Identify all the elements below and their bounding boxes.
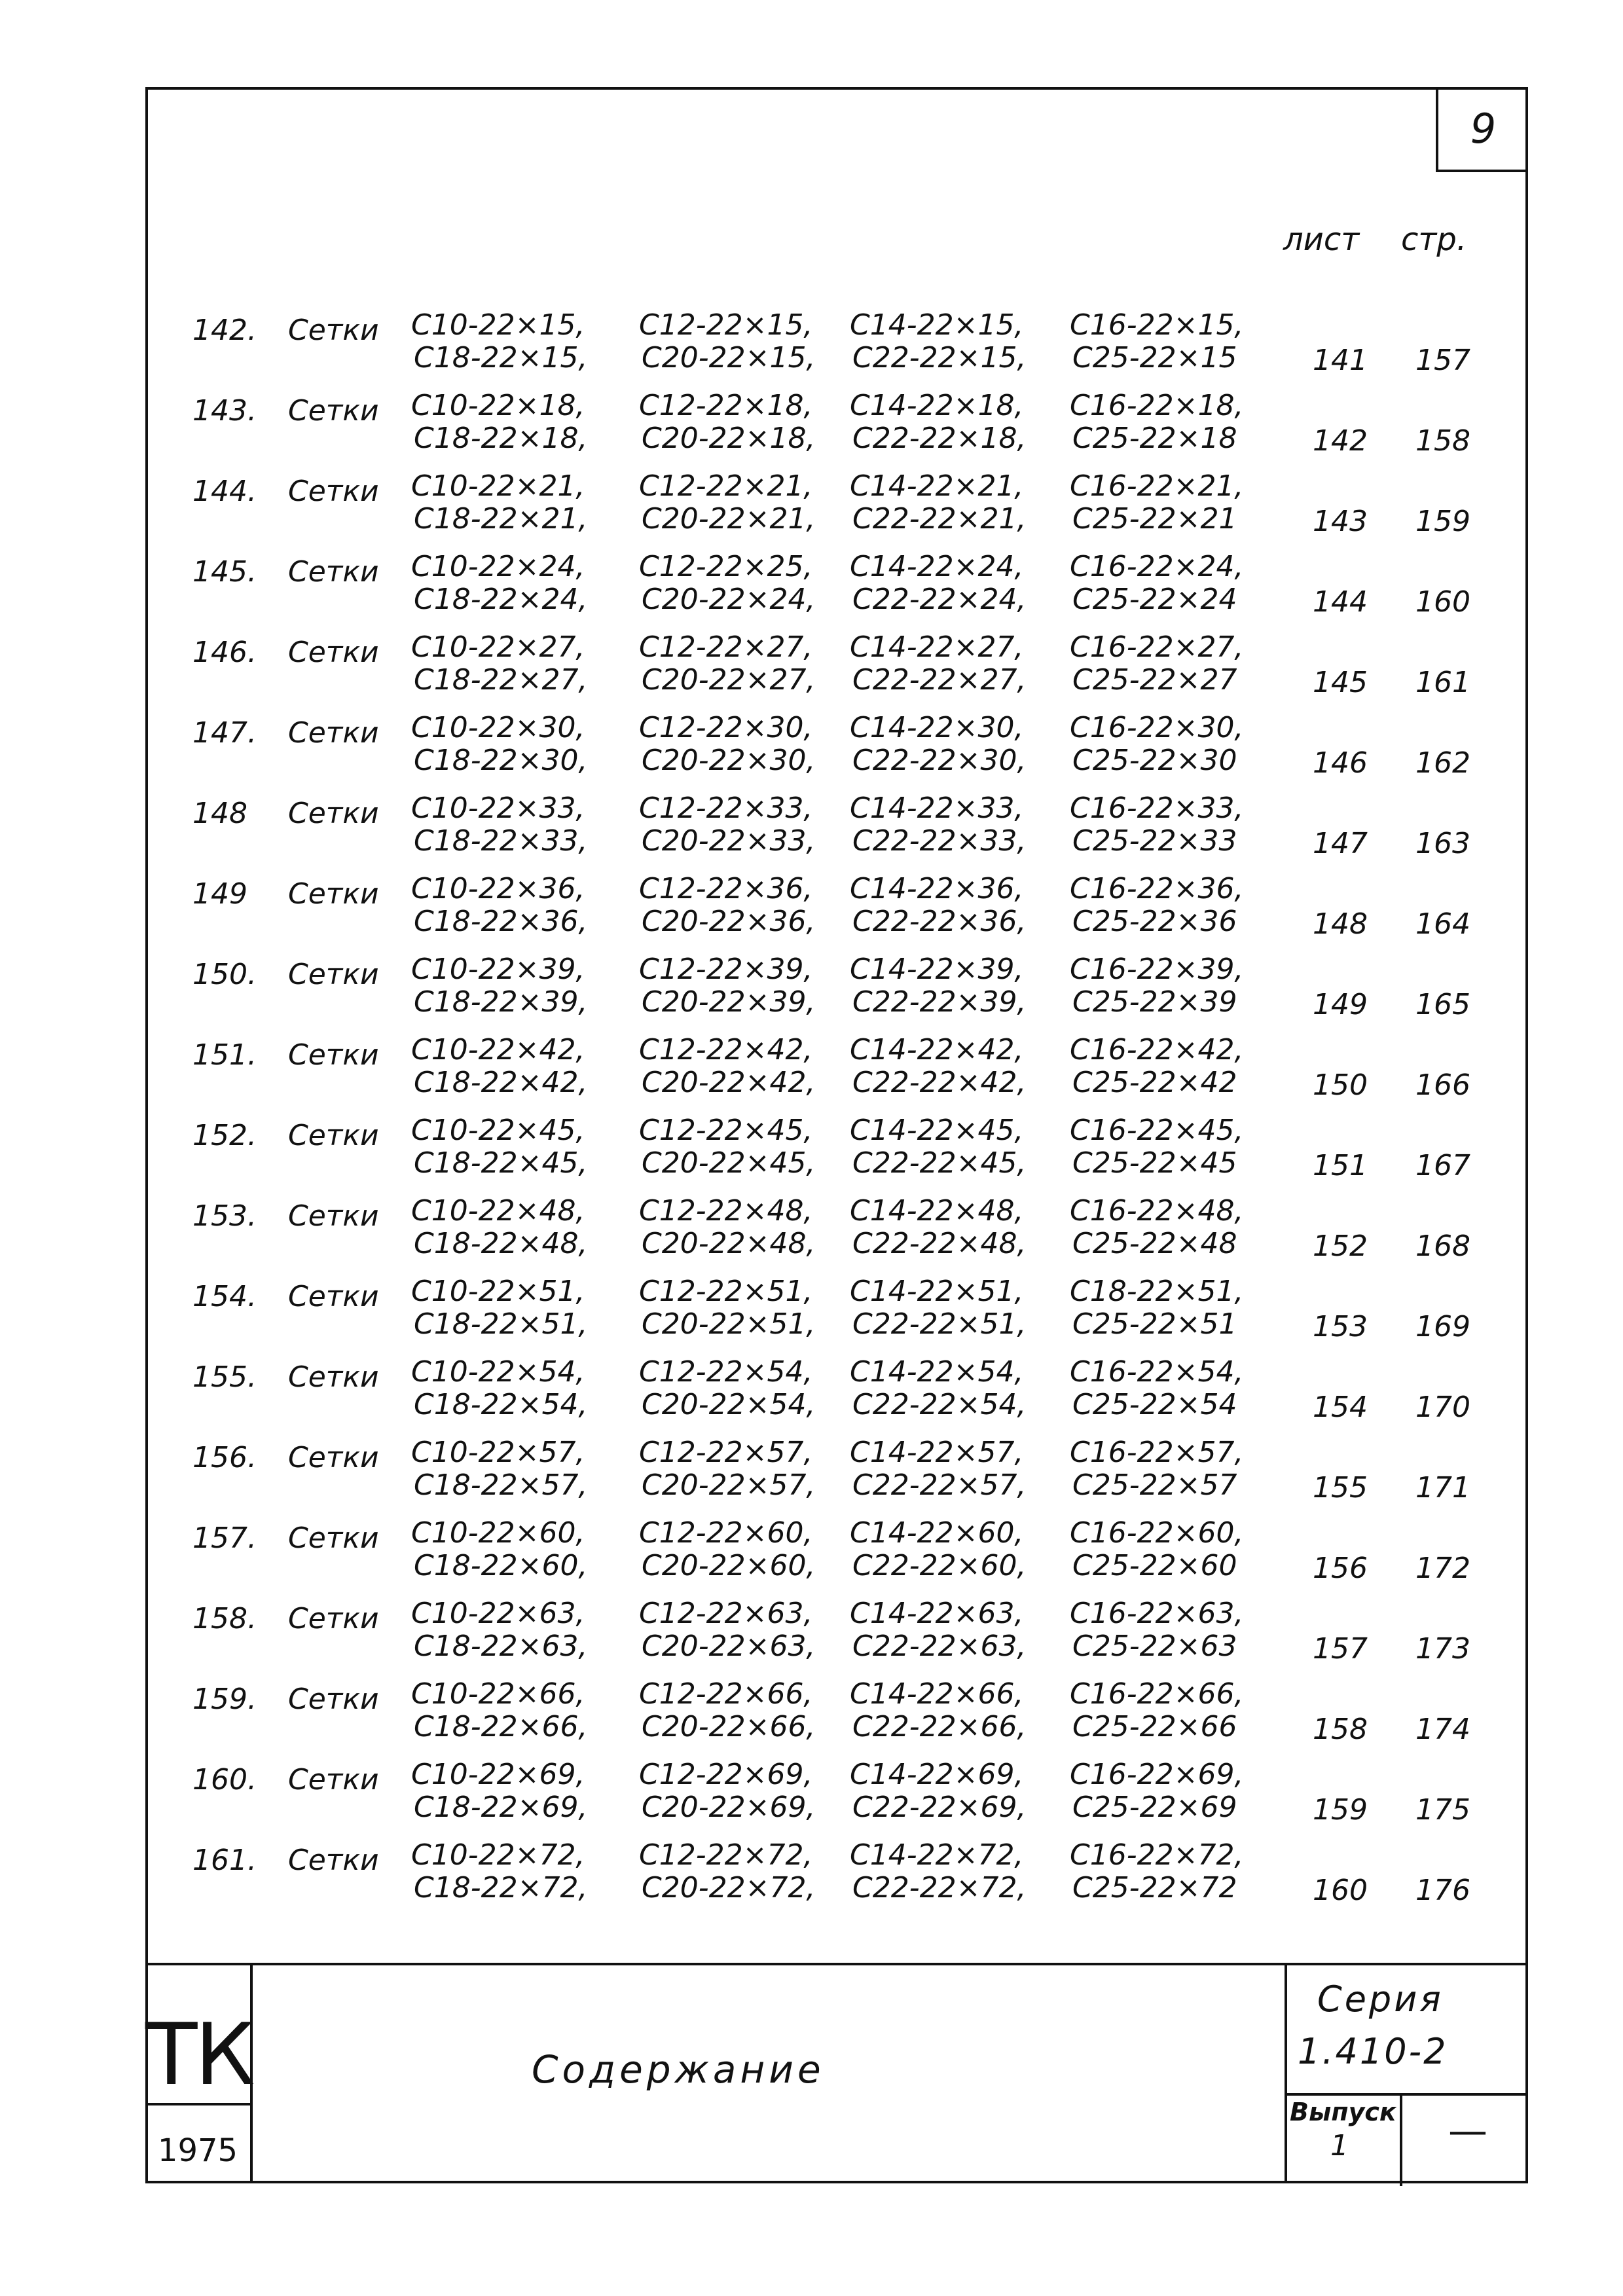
page-ref: 160 [1415, 585, 1470, 619]
page-ref: 159 [1415, 505, 1470, 538]
mesh-code: С10-22×27, [411, 630, 585, 664]
page-ref: 166 [1415, 1068, 1470, 1102]
mesh-code: С20-22×45, [642, 1146, 816, 1180]
mesh-code: С20-22×57, [642, 1468, 816, 1502]
contents-entry [145, 710, 1528, 791]
mesh-code: С10-22×72, [411, 1838, 585, 1872]
entry-label: Сетки [288, 1441, 379, 1474]
entry-number: 142. [192, 314, 257, 347]
mesh-code: С12-22×25, [639, 550, 813, 583]
page-ref: 157 [1415, 344, 1470, 377]
entry-number: 150. [192, 958, 257, 991]
entry-number: 148 [192, 797, 247, 830]
entry-number: 153. [192, 1199, 257, 1233]
mesh-code: С14-22×18, [850, 389, 1024, 422]
issue-value: 1 [1330, 2129, 1349, 2162]
series-label: Серия [1317, 1978, 1444, 2020]
contents-entry [145, 1194, 1528, 1274]
entry-label: Сетки [288, 716, 379, 750]
sheet-number: 149 [1313, 988, 1368, 1021]
contents-list [145, 308, 1528, 1918]
contents-entry [145, 1274, 1528, 1355]
mesh-code: С10-22×45, [411, 1114, 585, 1147]
page-ref: 161 [1415, 666, 1470, 699]
entry-label: Сетки [288, 1522, 379, 1555]
contents-entry [145, 1516, 1528, 1596]
mesh-code: С22-22×48, [852, 1227, 1027, 1260]
mesh-code: С20-22×54, [642, 1388, 816, 1421]
title-block [145, 1963, 1528, 2183]
mesh-code: С25-22×45 [1072, 1146, 1237, 1180]
contents-entry [145, 1677, 1528, 1757]
mesh-code: С18-22×36, [414, 905, 588, 938]
mesh-code: С18-22×21, [414, 502, 588, 536]
mesh-code: С12-22×42, [639, 1033, 813, 1066]
sheet-number: 145 [1313, 666, 1368, 699]
mesh-code: С18-22×63, [414, 1630, 588, 1663]
mesh-code: С10-22×42, [411, 1033, 585, 1066]
mesh-code: С16-22×66, [1070, 1677, 1244, 1711]
sheet-number: 142 [1313, 424, 1368, 458]
page-ref: 167 [1415, 1149, 1470, 1182]
page-ref: 172 [1415, 1552, 1470, 1585]
contents-entry [145, 549, 1528, 630]
contents-entry [145, 1757, 1528, 1838]
mesh-code: С25-22×15 [1072, 341, 1237, 374]
mesh-code: С14-22×42, [850, 1033, 1024, 1066]
entry-number: 152. [192, 1119, 257, 1152]
contents-entry [145, 469, 1528, 549]
mesh-code: С18-22×69, [414, 1791, 588, 1824]
mesh-code: С22-22×57, [852, 1468, 1027, 1502]
sheet-number: 159 [1313, 1793, 1368, 1827]
sheet-number: 158 [1313, 1713, 1368, 1746]
mesh-code: С18-22×54, [414, 1388, 588, 1421]
mesh-code: С16-22×27, [1070, 630, 1244, 664]
entry-label: Сетки [288, 314, 379, 347]
mesh-code: С14-22×27, [850, 630, 1024, 664]
title-block-divider [1400, 2093, 1402, 2186]
mesh-code: С16-22×60, [1070, 1516, 1244, 1550]
contents-entry [145, 871, 1528, 952]
page-ref: 163 [1415, 827, 1470, 860]
mesh-code: С12-22×72, [639, 1838, 813, 1872]
series-code: 1.410-2 [1298, 2031, 1448, 2072]
mesh-code: С18-22×57, [414, 1468, 588, 1502]
mesh-code: С10-22×24, [411, 550, 585, 583]
contents-entry [145, 388, 1528, 469]
mesh-code: С25-22×63 [1072, 1630, 1237, 1663]
mesh-code: С25-22×30 [1072, 744, 1237, 777]
sheet-number: 147 [1313, 827, 1368, 860]
mesh-code: С14-22×60, [850, 1516, 1024, 1550]
entry-label: Сетки [288, 475, 379, 508]
mesh-code: С10-22×36, [411, 872, 585, 905]
mesh-code: С14-22×63, [850, 1597, 1024, 1630]
mesh-code: С10-22×69, [411, 1758, 585, 1791]
mesh-code: С12-22×21, [639, 469, 813, 503]
sheet-number: 157 [1313, 1632, 1368, 1666]
mesh-code: С14-22×54, [850, 1355, 1024, 1389]
entry-number: 149 [192, 877, 247, 911]
sheet-number: 143 [1313, 505, 1368, 538]
mesh-code: С12-22×36, [639, 872, 813, 905]
entry-label: Сетки [288, 877, 379, 911]
mesh-code: С25-22×21 [1072, 502, 1237, 536]
mesh-code: С25-22×54 [1072, 1388, 1237, 1421]
mesh-code: С25-22×60 [1072, 1549, 1237, 1582]
sheet-number: 141 [1313, 344, 1368, 377]
mesh-code: С16-22×72, [1070, 1838, 1244, 1872]
mesh-code: С18-22×42, [414, 1066, 588, 1099]
year: 1975 [157, 2132, 238, 2169]
mesh-code: С25-22×72 [1072, 1871, 1237, 1904]
entry-number: 154. [192, 1280, 257, 1313]
mesh-code: С16-22×42, [1070, 1033, 1244, 1066]
entry-label: Сетки [288, 636, 379, 669]
mesh-code: С12-22×69, [639, 1758, 813, 1791]
sheet-number: 154 [1313, 1391, 1368, 1424]
sheet-number: 152 [1313, 1230, 1368, 1263]
mesh-code: С12-22×63, [639, 1597, 813, 1630]
entry-number: 159. [192, 1683, 257, 1716]
entry-label: Сетки [288, 1683, 379, 1716]
mesh-code: С12-22×18, [639, 389, 813, 422]
mesh-code: С16-22×45, [1070, 1114, 1244, 1147]
entry-number: 145. [192, 555, 257, 589]
entry-label: Сетки [288, 1360, 379, 1394]
sheet-number: 146 [1313, 746, 1368, 780]
mesh-code: С20-22×42, [642, 1066, 816, 1099]
page-ref: 162 [1415, 746, 1470, 780]
mesh-code: С16-22×15, [1070, 308, 1244, 342]
mesh-code: С22-22×36, [852, 905, 1027, 938]
mesh-code: С16-22×18, [1070, 389, 1244, 422]
mesh-code: С16-22×24, [1070, 550, 1244, 583]
entry-label: Сетки [288, 555, 379, 589]
title-block-divider [1285, 2093, 1528, 2096]
contents-entry [145, 1113, 1528, 1194]
entry-number: 156. [192, 1441, 257, 1474]
mesh-code: С14-22×15, [850, 308, 1024, 342]
mesh-code: С22-22×63, [852, 1630, 1027, 1663]
mesh-code: С14-22×72, [850, 1838, 1024, 1872]
issue-label: Выпуск [1290, 2098, 1396, 2126]
sheet-number: 153 [1313, 1310, 1368, 1343]
mesh-code: С18-22×66, [414, 1710, 588, 1743]
mesh-code: С10-22×18, [411, 389, 585, 422]
mesh-code: С12-22×54, [639, 1355, 813, 1389]
page-header: стр. [1401, 221, 1467, 258]
entry-number: 158. [192, 1602, 257, 1635]
mesh-code: С22-22×69, [852, 1791, 1027, 1824]
mesh-code: С18-22×45, [414, 1146, 588, 1180]
mesh-code: С12-22×39, [639, 953, 813, 986]
entry-label: Сетки [288, 1038, 379, 1072]
sheet-number: 155 [1313, 1471, 1368, 1504]
mesh-code: С16-22×30, [1070, 711, 1244, 744]
mesh-code: С10-22×57, [411, 1436, 585, 1469]
mesh-code: С16-22×21, [1070, 469, 1244, 503]
contents-entry [145, 630, 1528, 710]
mesh-code: С14-22×24, [850, 550, 1024, 583]
page-ref: 158 [1415, 424, 1470, 458]
entry-label: Сетки [288, 1119, 379, 1152]
mesh-code: С10-22×33, [411, 792, 585, 825]
mesh-code: С18-22×33, [414, 824, 588, 858]
page-ref: 175 [1415, 1793, 1470, 1827]
mesh-code: С25-22×51 [1072, 1307, 1237, 1341]
entry-number: 161. [192, 1844, 257, 1877]
mesh-code: С20-22×69, [642, 1791, 816, 1824]
entry-label: Сетки [288, 958, 379, 991]
contents-entry [145, 1838, 1528, 1918]
mesh-code: С20-22×36, [642, 905, 816, 938]
mesh-code: С20-22×30, [642, 744, 816, 777]
mesh-code: С18-22×27, [414, 663, 588, 697]
mesh-code: С10-22×48, [411, 1194, 585, 1228]
mesh-code: С18-22×51, [414, 1307, 588, 1341]
mesh-code: С22-22×15, [852, 341, 1027, 374]
mesh-code: С22-22×24, [852, 583, 1027, 616]
entry-number: 155. [192, 1360, 257, 1394]
entry-label: Сетки [288, 1199, 379, 1233]
mesh-code: С20-22×24, [642, 583, 816, 616]
mesh-code: С18-22×72, [414, 1871, 588, 1904]
mesh-code: С20-22×60, [642, 1549, 816, 1582]
mesh-code: С18-22×39, [414, 985, 588, 1019]
mesh-code: С16-22×39, [1070, 953, 1244, 986]
entry-number: 160. [192, 1763, 257, 1796]
mesh-code: С12-22×45, [639, 1114, 813, 1147]
mesh-code: С10-22×39, [411, 953, 585, 986]
mesh-code: С25-22×48 [1072, 1227, 1237, 1260]
tk-logo: ТК [145, 2005, 253, 2104]
mesh-code: С16-22×48, [1070, 1194, 1244, 1228]
mesh-code: С18-22×30, [414, 744, 588, 777]
sheet-number: 151 [1313, 1149, 1368, 1182]
page-ref: 165 [1415, 988, 1470, 1021]
mesh-code: С16-22×36, [1070, 872, 1244, 905]
mesh-code: С14-22×57, [850, 1436, 1024, 1469]
mesh-code: С22-22×51, [852, 1307, 1027, 1341]
mesh-code: С22-22×27, [852, 663, 1027, 697]
title-block-divider [1285, 1965, 1287, 2183]
mesh-code: С20-22×21, [642, 502, 816, 536]
mesh-code: С20-22×33, [642, 824, 816, 858]
mesh-code: С10-22×66, [411, 1677, 585, 1711]
mesh-code: С25-22×33 [1072, 824, 1237, 858]
mesh-code: С14-22×51, [850, 1275, 1024, 1308]
mesh-code: С22-22×54, [852, 1388, 1027, 1421]
mesh-code: С22-22×66, [852, 1710, 1027, 1743]
mesh-code: С18-22×51, [1070, 1275, 1244, 1308]
mesh-code: С25-22×36 [1072, 905, 1237, 938]
mesh-code: С20-22×63, [642, 1630, 816, 1663]
mesh-code: С25-22×42 [1072, 1066, 1237, 1099]
sheet-number: 150 [1313, 1068, 1368, 1102]
mesh-code: С25-22×18 [1072, 422, 1237, 455]
mesh-code: С14-22×33, [850, 792, 1024, 825]
mesh-code: С18-22×24, [414, 583, 588, 616]
mesh-code: С22-22×18, [852, 422, 1027, 455]
mesh-code: С16-22×57, [1070, 1436, 1244, 1469]
mesh-code: С18-22×15, [414, 341, 588, 374]
sheet-header: лист [1283, 221, 1360, 258]
mesh-code: С10-22×60, [411, 1516, 585, 1550]
entry-label: Сетки [288, 1280, 379, 1313]
mesh-code: С12-22×48, [639, 1194, 813, 1228]
mesh-code: С25-22×24 [1072, 583, 1237, 616]
contents-entry [145, 1435, 1528, 1516]
mesh-code: С12-22×66, [639, 1677, 813, 1711]
sheet-number: 148 [1313, 907, 1368, 941]
mesh-code: С10-22×51, [411, 1275, 585, 1308]
entry-label: Сетки [288, 1763, 379, 1796]
issue-dash: — [1448, 2108, 1487, 2154]
mesh-code: С25-22×66 [1072, 1710, 1237, 1743]
mesh-code: С12-22×30, [639, 711, 813, 744]
mesh-code: С25-22×39 [1072, 985, 1237, 1019]
mesh-code: С10-22×30, [411, 711, 585, 744]
mesh-code: С14-22×45, [850, 1114, 1024, 1147]
entry-number: 147. [192, 716, 257, 750]
mesh-code: С12-22×51, [639, 1275, 813, 1308]
mesh-code: С14-22×48, [850, 1194, 1024, 1228]
entry-number: 146. [192, 636, 257, 669]
mesh-code: С18-22×48, [414, 1227, 588, 1260]
mesh-code: С14-22×69, [850, 1758, 1024, 1791]
mesh-code: С10-22×63, [411, 1597, 585, 1630]
mesh-code: С14-22×30, [850, 711, 1024, 744]
mesh-code: С14-22×21, [850, 469, 1024, 503]
mesh-code: С20-22×15, [642, 341, 816, 374]
mesh-code: С14-22×39, [850, 953, 1024, 986]
contents-entry [145, 791, 1528, 871]
mesh-code: С10-22×54, [411, 1355, 585, 1389]
document-title: Содержание [532, 2047, 825, 2092]
mesh-code: С25-22×69 [1072, 1791, 1237, 1824]
entry-label: Сетки [288, 1602, 379, 1635]
mesh-code: С14-22×66, [850, 1677, 1024, 1711]
mesh-code: С25-22×57 [1072, 1468, 1237, 1502]
mesh-code: С12-22×60, [639, 1516, 813, 1550]
mesh-code: С20-22×48, [642, 1227, 816, 1260]
mesh-code: С12-22×27, [639, 630, 813, 664]
mesh-code: С22-22×42, [852, 1066, 1027, 1099]
contents-entry [145, 1032, 1528, 1113]
mesh-code: С10-22×21, [411, 469, 585, 503]
page-ref: 173 [1415, 1632, 1470, 1666]
mesh-code: С20-22×27, [642, 663, 816, 697]
contents-entry [145, 308, 1528, 388]
entry-number: 157. [192, 1522, 257, 1555]
page-ref: 164 [1415, 907, 1470, 941]
page-ref: 168 [1415, 1230, 1470, 1263]
entry-label: Сетки [288, 1844, 379, 1877]
entry-number: 151. [192, 1038, 257, 1072]
mesh-code: С20-22×51, [642, 1307, 816, 1341]
contents-entry [145, 1596, 1528, 1677]
mesh-code: С20-22×66, [642, 1710, 816, 1743]
sheet-number: 144 [1313, 585, 1368, 619]
mesh-code: С16-22×69, [1070, 1758, 1244, 1791]
sheet-number: 156 [1313, 1552, 1368, 1585]
contents-entry [145, 1355, 1528, 1435]
page-ref: 169 [1415, 1310, 1470, 1343]
mesh-code: С20-22×18, [642, 422, 816, 455]
contents-entry [145, 952, 1528, 1032]
mesh-code: С22-22×21, [852, 502, 1027, 536]
mesh-code: С22-22×45, [852, 1146, 1027, 1180]
mesh-code: С22-22×60, [852, 1549, 1027, 1582]
mesh-code: С22-22×72, [852, 1871, 1027, 1904]
mesh-code: С20-22×72, [642, 1871, 816, 1904]
page-ref: 176 [1415, 1874, 1470, 1907]
mesh-code: С22-22×33, [852, 824, 1027, 858]
mesh-code: С16-22×63, [1070, 1597, 1244, 1630]
entry-number: 144. [192, 475, 257, 508]
page-ref: 171 [1415, 1471, 1470, 1504]
mesh-code: С16-22×54, [1070, 1355, 1244, 1389]
mesh-code: С22-22×39, [852, 985, 1027, 1019]
mesh-code: С18-22×18, [414, 422, 588, 455]
page-number: 9 [1436, 87, 1528, 172]
page-ref: 174 [1415, 1713, 1470, 1746]
mesh-code: С12-22×57, [639, 1436, 813, 1469]
entry-number: 143. [192, 394, 257, 428]
mesh-code: С12-22×33, [639, 792, 813, 825]
mesh-code: С16-22×33, [1070, 792, 1244, 825]
mesh-code: С25-22×27 [1072, 663, 1237, 697]
sheet-number: 160 [1313, 1874, 1368, 1907]
mesh-code: С22-22×30, [852, 744, 1027, 777]
mesh-code: С20-22×39, [642, 985, 816, 1019]
entry-label: Сетки [288, 394, 379, 428]
mesh-code: С12-22×15, [639, 308, 813, 342]
page-ref: 170 [1415, 1391, 1470, 1424]
entry-label: Сетки [288, 797, 379, 830]
mesh-code: С14-22×36, [850, 872, 1024, 905]
mesh-code: С18-22×60, [414, 1549, 588, 1582]
mesh-code: С10-22×15, [411, 308, 585, 342]
